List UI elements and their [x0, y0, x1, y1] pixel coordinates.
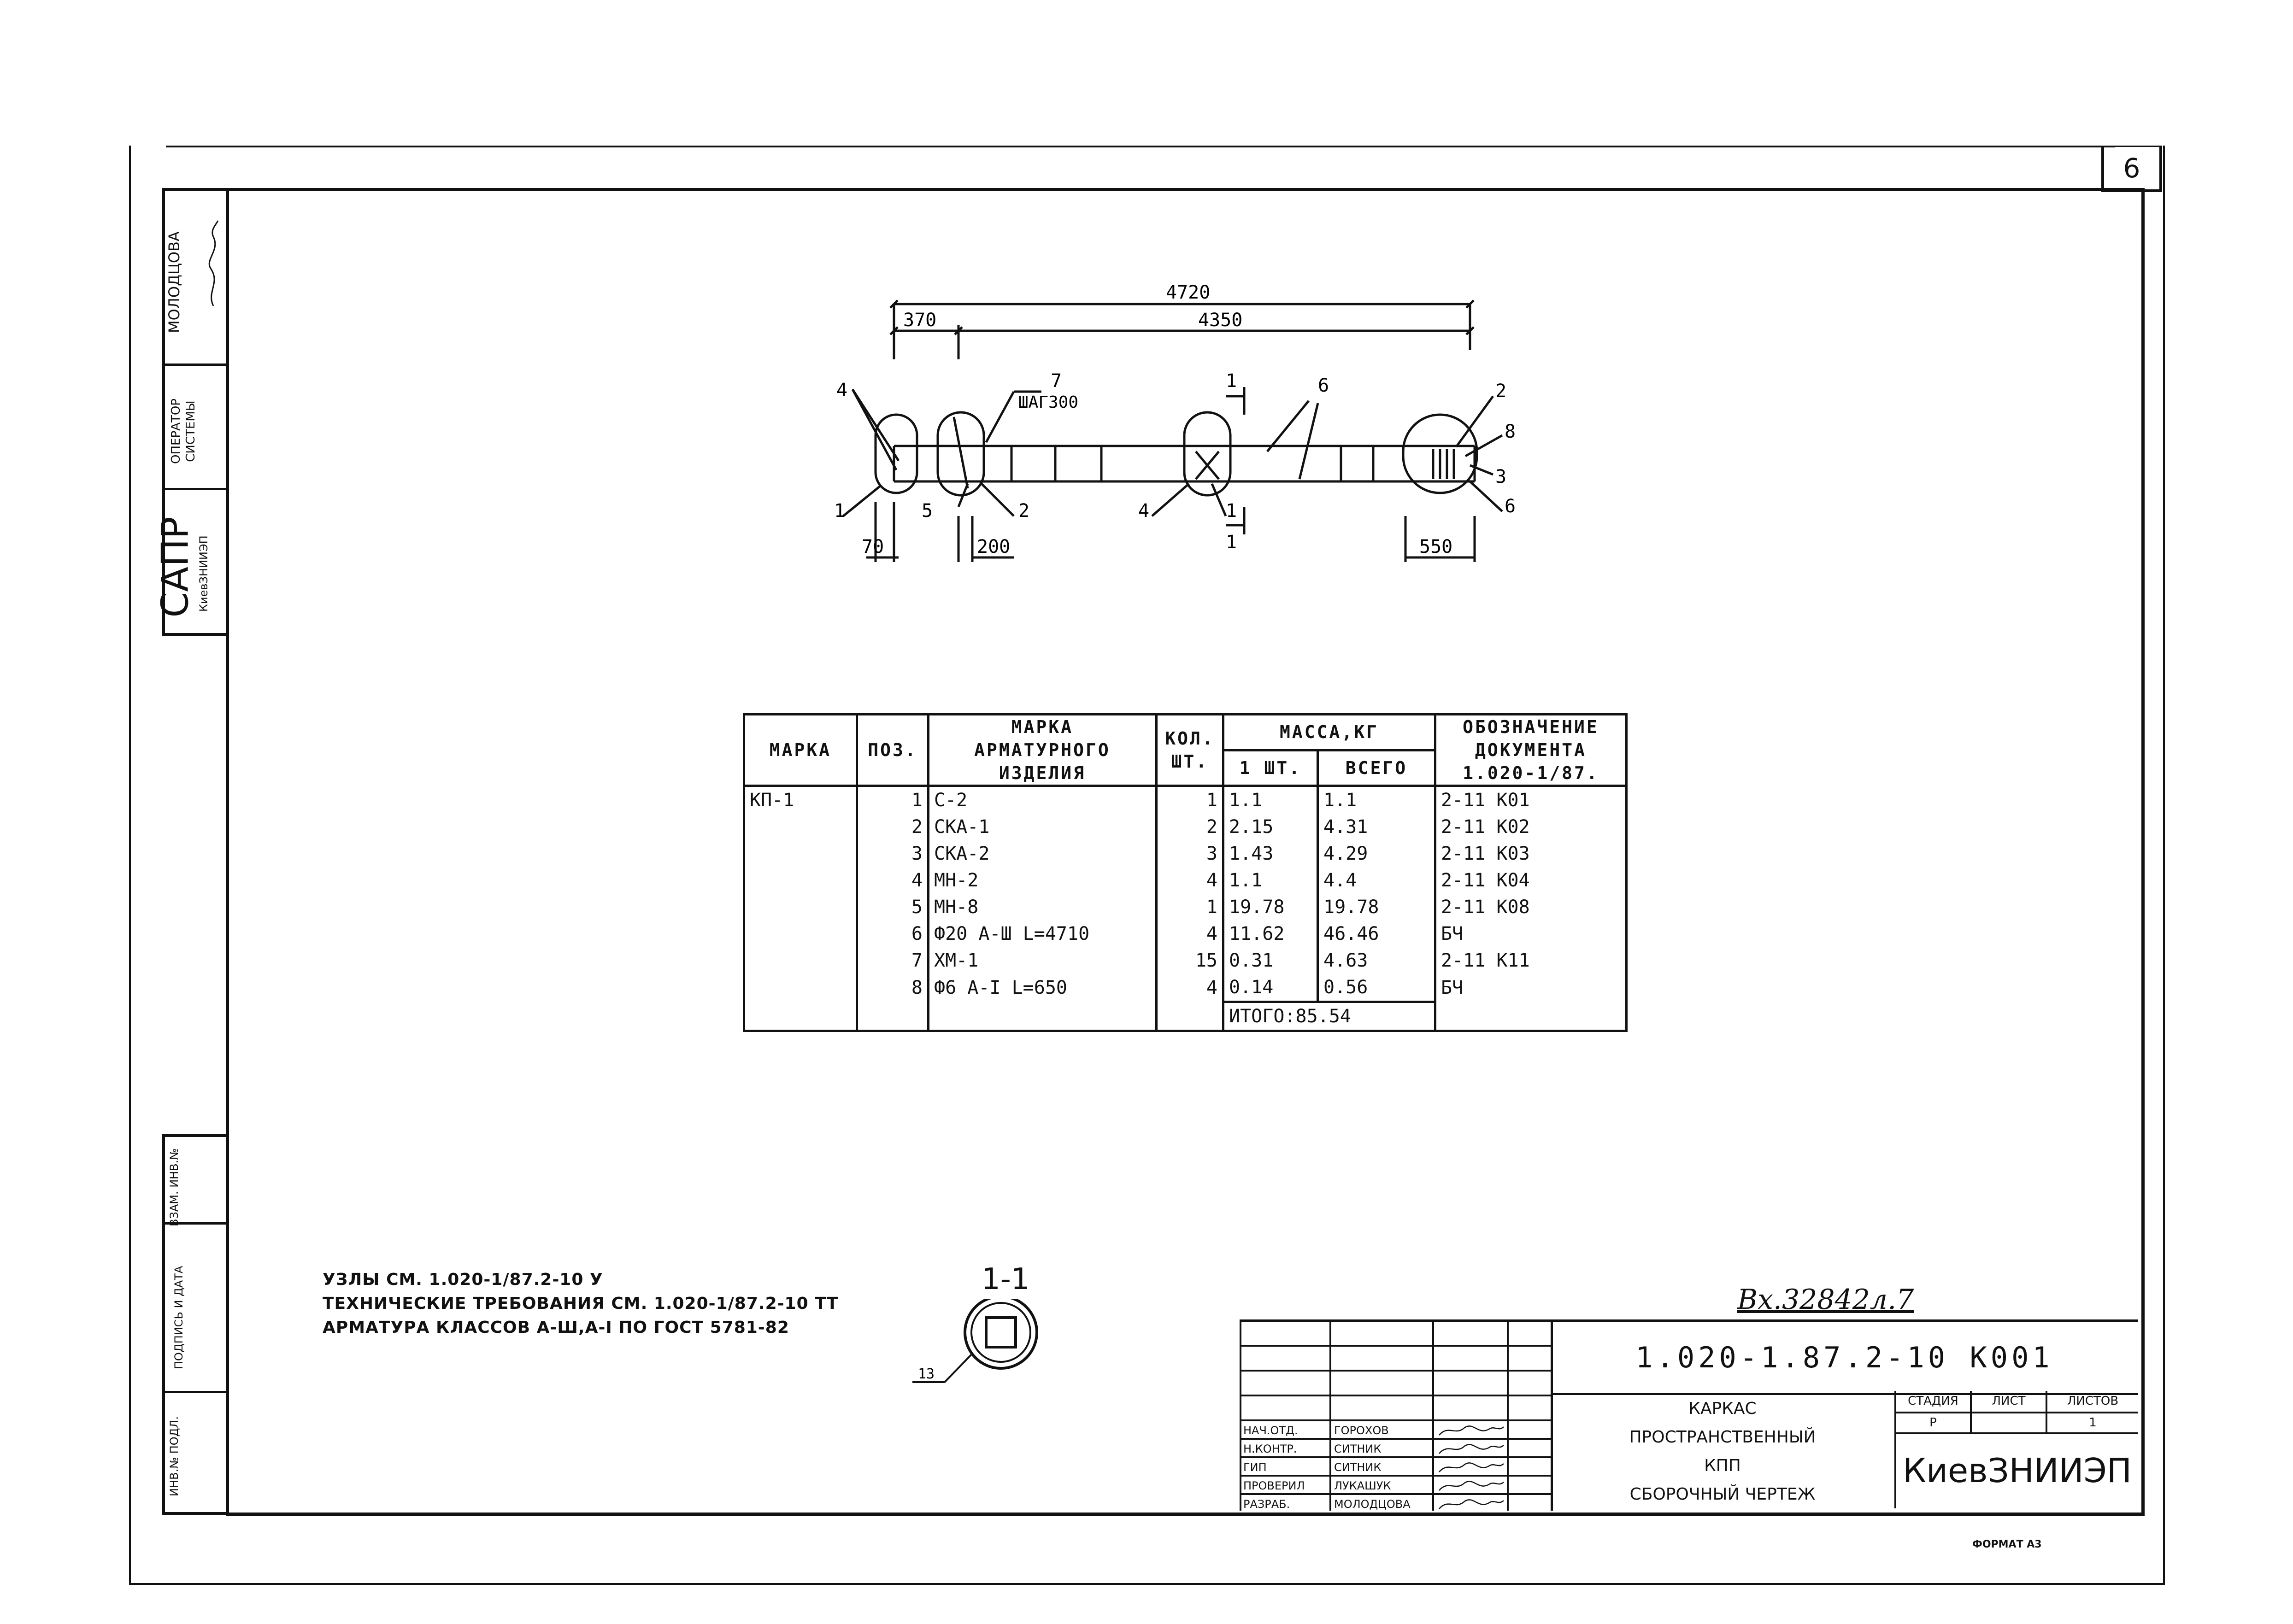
spec-row — [744, 840, 1627, 867]
cell-qty: 15 — [1157, 947, 1223, 974]
spec-total-empty — [744, 1002, 857, 1031]
section-1-1 — [903, 1299, 1051, 1391]
cell-doc: 2-11 К02 — [1435, 814, 1627, 840]
dim-70: 70 — [862, 536, 884, 557]
stage-label: СТАДИЯ — [1896, 1391, 1972, 1413]
code-cell — [1551, 1319, 2138, 1395]
role-label: НАЧ.ОТД. — [1243, 1424, 1298, 1437]
col-mass-1: 1 ШТ. — [1223, 750, 1318, 786]
sheets-label: ЛИСТОВ — [2047, 1391, 2138, 1413]
callout-1a: 1 — [834, 500, 846, 522]
role-label: РАЗРАБ. — [1243, 1498, 1290, 1511]
inv-label: ИНВ.№ ПОДЛ. — [168, 1416, 181, 1496]
callout-3: 3 — [1495, 466, 1507, 487]
signature-mark — [202, 218, 225, 311]
cell-item: ХМ-1 — [929, 947, 1157, 974]
cell-item: МН-2 — [929, 867, 1157, 894]
role-name: ГОРОХОВ — [1334, 1424, 1389, 1437]
spec-row — [744, 867, 1627, 894]
role-name: СИТНИК — [1334, 1461, 1382, 1474]
cell-mall: 19.78 — [1318, 894, 1435, 920]
operator-label: ОПЕРАТОР СИСТЕМЫ — [169, 399, 198, 464]
dim-200: 200 — [977, 536, 1011, 557]
title-line-3: КПП — [1704, 1456, 1741, 1475]
role-label: Н.КОНТР. — [1243, 1442, 1297, 1455]
cell-mall: 0.56 — [1318, 974, 1435, 1002]
cell-qty: 2 — [1157, 814, 1223, 840]
cell-mark — [744, 894, 857, 920]
handwritten-ref: Вх.32842л.7 — [1737, 1284, 1914, 1316]
spec-total-empty — [929, 1002, 1157, 1031]
operator-cell — [165, 366, 229, 490]
sheet-number: 6 — [2101, 146, 2162, 192]
vzam-label: ВЗАМ. ИНВ.№ — [168, 1148, 181, 1226]
section-callout: 13 — [918, 1366, 935, 1382]
sapr-cell — [153, 490, 229, 633]
spec-row — [744, 786, 1627, 814]
spec-row — [744, 974, 1627, 1002]
cell-doc: 2-11 К11 — [1435, 947, 1627, 974]
sheet-value — [1972, 1413, 2047, 1432]
stage-cells — [1896, 1391, 2138, 1434]
kiev-label: КиевЗНИИЭП — [197, 535, 210, 612]
signature-mark — [1437, 1496, 1506, 1513]
title-block — [1240, 1319, 2138, 1511]
cell-m1: 19.78 — [1223, 894, 1318, 920]
callout-5: 5 — [922, 500, 933, 522]
notes — [323, 1268, 838, 1340]
cell-qty: 1 — [1157, 894, 1223, 920]
signature-mark — [1437, 1441, 1506, 1457]
cell-mall: 46.46 — [1318, 920, 1435, 947]
cell-mall: 4.63 — [1318, 947, 1435, 974]
callout-8: 8 — [1505, 421, 1516, 442]
spec-row — [744, 894, 1627, 920]
cell-mall: 4.29 — [1318, 840, 1435, 867]
podpis-label: ПОДПИСЬ И ДАТА — [172, 1266, 185, 1369]
col-mass: МАССА,КГ — [1223, 715, 1435, 750]
stage-value: Р — [1896, 1413, 1972, 1432]
cell-doc: 2-11 К03 — [1435, 840, 1627, 867]
cell-mark: КП-1 — [744, 786, 857, 814]
cell-mark — [744, 840, 857, 867]
cell-m1: 2.15 — [1223, 814, 1318, 840]
cell-pos: 2 — [857, 814, 929, 840]
org-name: КиевЗНИИЭП — [1902, 1451, 2132, 1490]
callout-2a: 2 — [1018, 500, 1030, 522]
cell-qty: 1 — [1157, 786, 1223, 814]
cell-m1: 1.43 — [1223, 840, 1318, 867]
signature-mark — [1437, 1459, 1506, 1476]
role-name: МОЛОДЦОВА — [1334, 1498, 1411, 1511]
cell-doc: 2-11 К01 — [1435, 786, 1627, 814]
spec-row — [744, 920, 1627, 947]
vzam-cell — [165, 1137, 229, 1225]
cell-item: СКА-1 — [929, 814, 1157, 840]
cell-qty: 3 — [1157, 840, 1223, 867]
cell-item: СКА-2 — [929, 840, 1157, 867]
cell-item: С-2 — [929, 786, 1157, 814]
cell-m1: 1.1 — [1223, 867, 1318, 894]
cell-doc: БЧ — [1435, 920, 1627, 947]
signature-mark — [1437, 1422, 1506, 1439]
cell-mark — [744, 814, 857, 840]
cell-qty: 4 — [1157, 974, 1223, 1002]
callout-6a: 6 — [1318, 375, 1329, 396]
callout-7: 7 — [1051, 370, 1062, 392]
col-item: МАРКА АРМАТУРНОГО ИЗДЕЛИЯ — [929, 715, 1157, 786]
cell-pos: 8 — [857, 974, 929, 1002]
cell-mark — [744, 974, 857, 1002]
callout-6b: 6 — [1505, 496, 1516, 517]
sapr-label: САПР — [153, 516, 197, 618]
signature-grid — [1240, 1319, 1551, 1511]
role-label: ПРОВЕРИЛ — [1243, 1479, 1305, 1492]
note-2: ТЕХНИЧЕСКИЕ ТРЕБОВАНИЯ СМ. 1.020-1/87.2-10 ТТ — [323, 1294, 839, 1313]
cell-pos: 4 — [857, 867, 929, 894]
cell-pos: 5 — [857, 894, 929, 920]
molod-label: МОЛОДЦОВА — [165, 231, 183, 333]
role-name: СИТНИК — [1334, 1442, 1382, 1455]
cell-mall: 4.4 — [1318, 867, 1435, 894]
callout-1b: 1 — [1226, 500, 1237, 522]
title-line-2: ПРОСТРАНСТВЕННЫЙ — [1629, 1428, 1816, 1447]
col-doc: ОБОЗНАЧЕНИЕ ДОКУМЕНТА 1.020-1/87. — [1435, 715, 1627, 786]
cell-mark — [744, 947, 857, 974]
section-mark-bottom: 1 — [1226, 532, 1237, 553]
cell-pos: 3 — [857, 840, 929, 867]
callout-2b: 2 — [1495, 381, 1507, 402]
sheets-value: 1 — [2089, 1416, 2097, 1430]
dim-main: 4350 — [1198, 310, 1243, 331]
sheet-label: ЛИСТ — [1972, 1391, 2047, 1413]
cell-m1: 0.31 — [1223, 947, 1318, 974]
molod-cell — [165, 191, 229, 366]
callout-4b: 4 — [1138, 500, 1150, 522]
cell-m1: 1.1 — [1223, 786, 1318, 814]
cell-doc: БЧ — [1435, 974, 1627, 1002]
cell-doc: 2-11 К04 — [1435, 867, 1627, 894]
role-label: ГИП — [1243, 1461, 1267, 1474]
col-pos: ПОЗ. — [857, 715, 929, 786]
callout-4a: 4 — [836, 380, 848, 401]
org-cell — [1896, 1432, 2138, 1508]
cell-m1: 11.62 — [1223, 920, 1318, 947]
specification-table — [743, 713, 1628, 1032]
spec-total-row — [744, 1002, 1627, 1031]
spec-total-empty — [1435, 1002, 1627, 1031]
title-line-4: СБОРОЧНЫЙ ЧЕРТЕЖ — [1629, 1485, 1816, 1504]
cell-qty: 4 — [1157, 867, 1223, 894]
role-name: ЛУКАШУК — [1334, 1479, 1391, 1492]
frame-elevation-drawing — [783, 276, 1567, 599]
cell-item: Ф20 А-Ш L=4710 — [929, 920, 1157, 947]
cell-doc: 2-11 К08 — [1435, 894, 1627, 920]
podpis-cell — [165, 1225, 229, 1393]
spec-row — [744, 814, 1627, 840]
note-3: АРМАТУРА КЛАССОВ А-Ш,А-I ПО ГОСТ 5781-82 — [323, 1318, 789, 1337]
cell-mall: 4.31 — [1318, 814, 1435, 840]
left-bottom-stamp — [162, 1134, 229, 1515]
dim-550: 550 — [1419, 536, 1453, 557]
spec-total-empty — [1157, 1002, 1223, 1031]
left-stamp-strip — [153, 188, 229, 636]
note-1: УЗЛЫ СМ. 1.020-1/87.2-10 У — [323, 1270, 603, 1289]
col-mark: МАРКА — [744, 715, 857, 786]
cell-item: Ф6 А-I L=650 — [929, 974, 1157, 1002]
cell-pos: 6 — [857, 920, 929, 947]
format-label: ФОРМАТ А3 — [1972, 1539, 2042, 1550]
cell-pos: 1 — [857, 786, 929, 814]
dim-total: 4720 — [1166, 282, 1211, 303]
cell-mark — [744, 920, 857, 947]
spec-total: ИТОГО:85.54 — [1223, 1002, 1435, 1031]
signature-mark — [1437, 1477, 1506, 1494]
cell-mall: 1.1 — [1318, 786, 1435, 814]
cell-m1: 0.14 — [1223, 974, 1318, 1002]
col-mass-all: ВСЕГО — [1318, 750, 1435, 786]
cell-mark — [744, 867, 857, 894]
cell-pos: 7 — [857, 947, 929, 974]
spec-total-empty — [857, 1002, 929, 1031]
step-label: ШАГ300 — [1018, 393, 1079, 412]
cell-item: МН-8 — [929, 894, 1157, 920]
col-qty: КОЛ. ШТ. — [1157, 715, 1223, 786]
title-line-1: КАРКАС — [1688, 1399, 1757, 1418]
section-title: 1-1 — [982, 1262, 1030, 1296]
dim-left: 370 — [903, 310, 937, 331]
inv-cell — [165, 1393, 229, 1509]
spec-row — [744, 947, 1627, 974]
cell-qty: 4 — [1157, 920, 1223, 947]
section-mark-top: 1 — [1226, 370, 1237, 392]
document-code: 1.020-1.87.2-10 К001 — [1635, 1341, 2053, 1374]
spec-body — [744, 786, 1627, 1031]
title-cell — [1551, 1391, 1896, 1508]
